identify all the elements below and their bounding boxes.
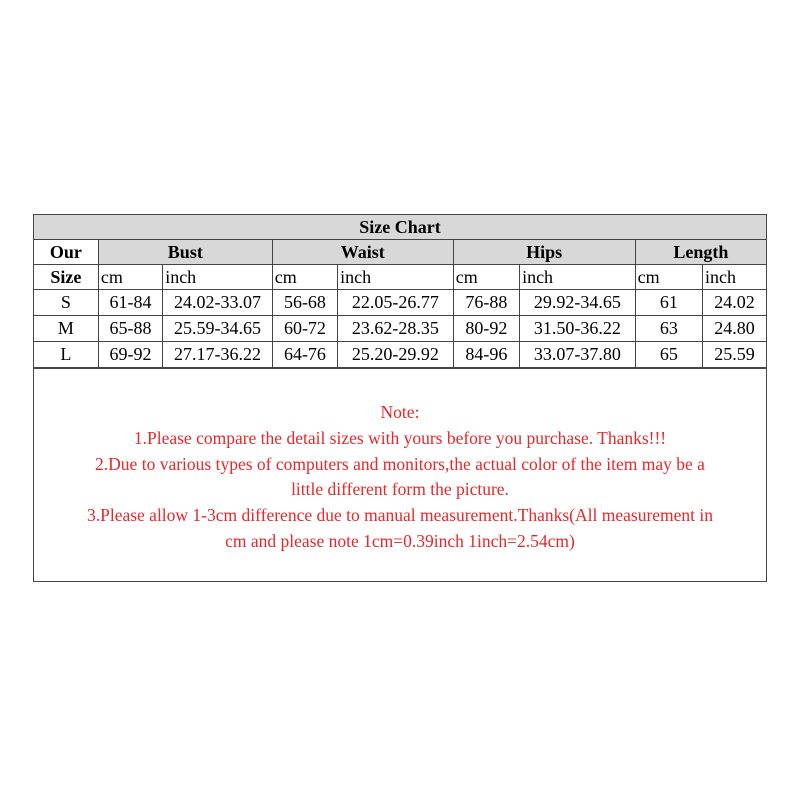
length-inch: 24.80 <box>703 316 766 342</box>
bust-cm: 69-92 <box>98 342 162 368</box>
hips-inch: 33.07-37.80 <box>520 342 636 368</box>
bust-header: Bust <box>98 240 272 265</box>
size-table <box>34 215 766 368</box>
size-label: L <box>34 342 98 368</box>
waist-inch: 22.05-26.77 <box>338 290 454 316</box>
length-cm: 63 <box>635 316 702 342</box>
bust-inch: 27.17-36.22 <box>163 342 273 368</box>
length-cm-header: cm <box>635 265 702 290</box>
table-row <box>34 342 766 368</box>
waist-cm: 56-68 <box>272 290 337 316</box>
notes-section <box>34 368 766 581</box>
size-chart <box>33 214 767 582</box>
chart-title: Size Chart <box>34 215 766 240</box>
waist-cm: 64-76 <box>272 342 337 368</box>
note-line: cm and please note 1cm=0.39inch 1inch=2.54cm) <box>225 530 575 551</box>
note-line: 1.Please compare the detail sizes with yours before you purchase. Thanks!!! <box>133 427 667 448</box>
size-label: M <box>34 316 98 342</box>
note-line: 3.Please allow 1-3cm difference due to manual measurement.Thanks(All measurement in <box>86 505 714 526</box>
hips-cm: 80-92 <box>453 316 519 342</box>
hips-cm: 76-88 <box>453 290 519 316</box>
hips-inch: 29.92-34.65 <box>520 290 636 316</box>
waist-inch: 25.20-29.92 <box>338 342 454 368</box>
note-line: little different form the picture. <box>291 479 509 500</box>
note-heading: Note: <box>380 402 420 422</box>
bust-cm: 65-88 <box>98 316 162 342</box>
waist-cm: 60-72 <box>272 316 337 342</box>
waist-cm-header: cm <box>272 265 337 290</box>
length-cm: 61 <box>635 290 702 316</box>
hips-cm-header: cm <box>453 265 519 290</box>
length-inch: 24.02 <box>703 290 766 316</box>
waist-inch: 23.62-28.35 <box>338 316 454 342</box>
table-row <box>34 316 766 342</box>
bust-cm: 61-84 <box>98 290 162 316</box>
note-line: 2.Due to various types of computers and monitors,the actual color of the item may be a <box>95 453 705 474</box>
size-label: S <box>34 290 98 316</box>
table-row <box>34 290 766 316</box>
our-size-header-top: Our <box>34 240 98 265</box>
hips-cm: 84-96 <box>453 342 519 368</box>
length-header: Length <box>635 240 766 265</box>
bust-inch-header: inch <box>163 265 273 290</box>
our-size-header-bottom: Size <box>34 265 98 290</box>
bust-inch: 24.02-33.07 <box>163 290 273 316</box>
length-inch-header: inch <box>703 265 766 290</box>
length-inch: 25.59 <box>703 342 766 368</box>
hips-inch: 31.50-36.22 <box>520 316 636 342</box>
hips-header: Hips <box>453 240 635 265</box>
bust-cm-header: cm <box>98 265 162 290</box>
hips-inch-header: inch <box>520 265 636 290</box>
length-cm: 65 <box>635 342 702 368</box>
waist-header: Waist <box>272 240 453 265</box>
waist-inch-header: inch <box>338 265 454 290</box>
bust-inch: 25.59-34.65 <box>163 316 273 342</box>
